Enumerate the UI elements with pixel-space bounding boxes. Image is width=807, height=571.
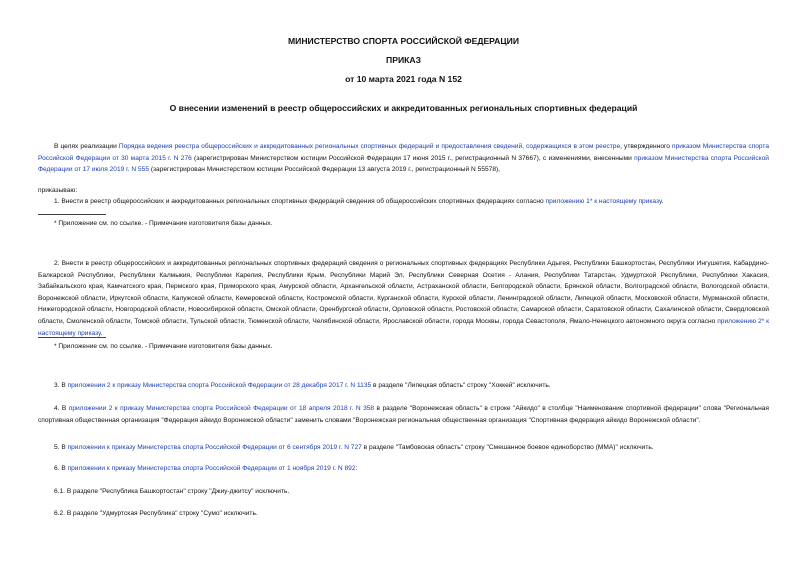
item-2 — [38, 258, 769, 339]
item-text: 6. В — [54, 465, 68, 472]
item-text: 5. В — [54, 444, 68, 451]
item-text: . — [100, 329, 103, 337]
item-text: 3. В — [54, 382, 68, 389]
link-order-892[interactable]: приложении к приказу Министерства спорта Российской Федерации от 1 ноября 2019 г. N 892 — [67, 465, 356, 472]
footnote-divider — [38, 214, 106, 215]
preamble-text: , утвержденного — [620, 143, 672, 150]
preamble-text: (зарегистрирован Министерством юстиции Российской Федерации 13 августа 2019 г., регистрационный N 55578), — [149, 166, 501, 174]
item-text: 4. В — [54, 405, 69, 412]
preamble-text: В целях реализации — [54, 143, 119, 150]
item-6-1: 6.1. В разделе "Республика Башкортостан" строку "Джиу-джитсу" исключить. — [54, 488, 290, 495]
item-text: в разделе "Тамбовская область" строку "Смешанное боевое единоборство (ММА)" исключить. — [361, 444, 654, 451]
preamble-text: (зарегистрирован Министерством юстиции Российской Федерации 17 июня 2015 г., регистрационный N 37667), с изменениями, внесенными — [191, 154, 635, 162]
item-text: . — [661, 198, 664, 205]
link-order-358[interactable]: приложении 2 к приказу Министерства спорта Российской Федерации от 18 апреля 2018 г. N 358 — [68, 405, 375, 412]
link-order-276[interactable]: приказом Министерства спорта Российской Федерации от 30 марта 2015 г. N 276 — [38, 143, 769, 162]
link-order-1135[interactable]: приложении 2 к приказу Министерства спорта Российской Федерации от 28 декабря 2017 г. N 1135 — [67, 382, 372, 389]
document-title: О внесении изменений в реестр общероссийских и аккредитованных региональных спортивных федераций — [169, 103, 638, 113]
document-type: ПРИКАЗ — [386, 55, 421, 65]
item-text: 1. Внести в реестр общероссийских и аккредитованных региональных спортивных федераций сведения об общероссийских спортивных федерациях согласно — [54, 198, 546, 205]
ministry-heading: МИНИСТЕРСТВО СПОРТА РОССИЙСКОЙ ФЕДЕРАЦИИ — [287, 36, 519, 46]
link-appendix-2[interactable]: приложению 2* к настоящему приказу — [38, 317, 769, 337]
item-3 — [38, 380, 769, 392]
footnote-2: * Приложение см. по ссылке. - Примечание изготовителя базы данных. — [54, 343, 273, 350]
link-registry-procedure[interactable]: Порядка ведения реестра общероссийских и аккредитованных региональных спортивных федераций и предоставления сведений, содержащихся в этом реестре — [118, 143, 621, 150]
order-word: приказываю: — [38, 187, 78, 194]
item-6 — [38, 463, 769, 475]
footnote-1: * Приложение см. по ссылке. - Примечание изготовителя базы данных. — [54, 220, 273, 227]
item-4 — [38, 403, 769, 426]
link-appendix-1[interactable]: приложению 1* к настоящему приказу — [545, 198, 662, 205]
item-text: в разделе "Липецкая область" строку "Хоккей" исключить. — [371, 382, 551, 389]
item-1 — [38, 196, 769, 208]
item-text: в разделе "Воронежская область" в строке "Айкидо" в столбце "Наименование спортивной федерации" слова "Региональная спортивная общественная организация "Федерация айкидо Воронежской области" заменить словами "Воронежская региональная общественная организация "Спортивная федерация айкидо Воронежской области". — [38, 405, 769, 424]
preamble-paragraph — [38, 141, 769, 176]
item-5 — [38, 442, 769, 454]
footnote-divider — [38, 337, 106, 338]
document-date-number: от 10 марта 2021 года N 152 — [345, 74, 462, 84]
item-text: : — [355, 465, 358, 472]
link-order-727[interactable]: приложении к приказу Министерства спорта Российской Федерации от 6 сентября 2019 г. N 727 — [67, 444, 362, 451]
item-6-2: 6.2. В разделе "Удмуртская Республика" строку "Сумо" исключить. — [54, 510, 258, 517]
item-text: 2. Внести в реестр общероссийских и аккредитованных региональных спортивных федераций сведения о региональных спортивных федерациях Республики Адыгея, Республики Башкортостан, Республики Ингушетия, Кабардино-Балкарской Республики, Республики Калмыкия, Республики Карелия, Республики Крым, Республики Марий Эл, Республики Северная Осетия - Алания, Республики Татарстан, Удмуртской Республики, Республики Хакасия, Забайкальского края, Камчатского края, Пермского края, Приморского края, Амурской области, Архангельской области, Астраханской области, Белгородской области, Брянской области, Волгоградской области, Вологодской области, Воронежской области, Иркутской области, Калужской области, Кемеровской области, Костромской области, Курганской области, Курской области, Ленинградской области, Липецкой области, Московской области, Мурманской области, Нижегородской области, Новгородской области, Новосибирской области, Омской области, Оренбургской области, Орловской области, Ростовской области, Самарской области, Саратовской области, Сахалинской области, Свердловской области, Смоленской области, Томской области, Тульской области, Тюменской области, Челябинской области, Ярославской области, города Москвы, города Севастополя, Ямало-Ненецкого автономного округа согласно — [38, 260, 769, 325]
link-order-555[interactable]: приказом Министерства спорта Российской Федерации от 17 июля 2019 г. N 555 — [38, 154, 769, 174]
